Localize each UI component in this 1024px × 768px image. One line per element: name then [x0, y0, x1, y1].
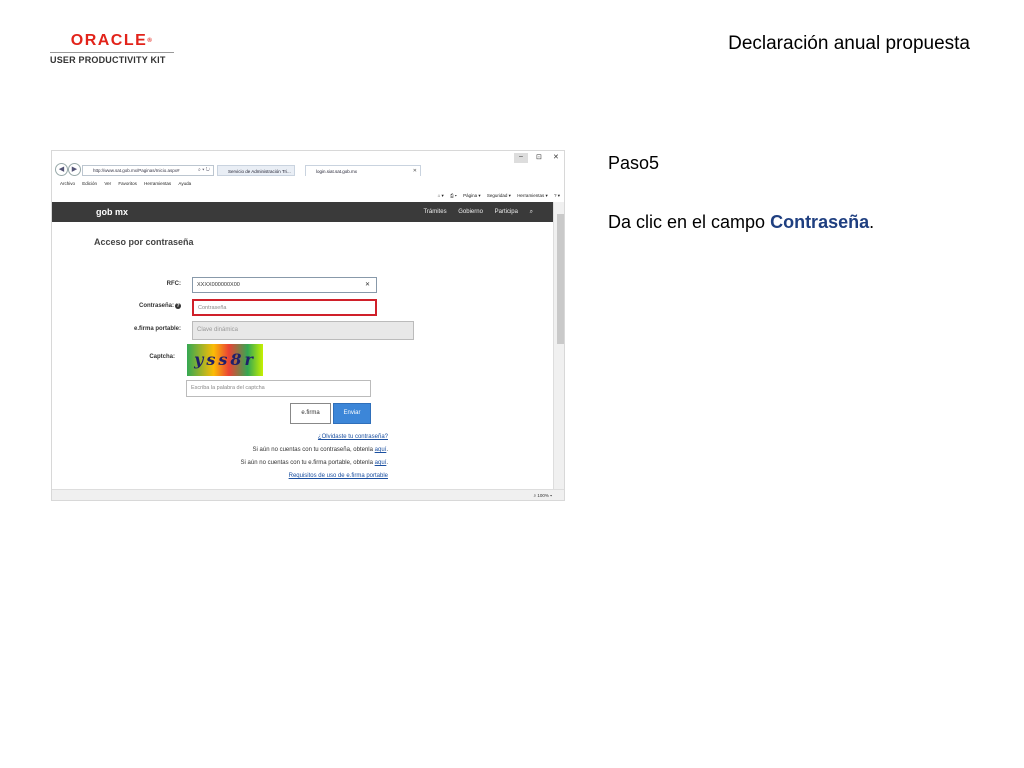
help-menu-icon[interactable]: ? ▾	[553, 193, 560, 198]
no-password-text: Si aún no cuentas con tu contraseña, obtenla	[252, 447, 375, 453]
password-input[interactable]: Contraseña	[192, 299, 377, 316]
web-page	[52, 202, 553, 489]
menu-item-ver[interactable]: Ver	[104, 181, 112, 186]
site-header	[52, 202, 553, 222]
menu-item-favoritos[interactable]: Favoritos	[118, 181, 137, 186]
zoom-value: 100%	[537, 493, 549, 498]
search-icon[interactable]: ⌕	[529, 209, 533, 215]
browser-tab-bar	[52, 151, 565, 179]
get-efirma-link[interactable]: aquí	[374, 460, 387, 466]
command-pagina[interactable]: Página ▾	[463, 193, 481, 198]
password-label	[139, 303, 181, 309]
zoom-level[interactable]: ⌕ 100% ▾	[533, 493, 552, 498]
efirma-label: e.firma portable:	[133, 326, 181, 332]
scroll-thumb[interactable]	[557, 214, 564, 344]
menu-item-herramientas[interactable]: Herramientas	[144, 181, 172, 186]
tab-label: login.siat.sat.gob.mx	[316, 169, 358, 174]
instruction-field-name: Contraseña	[770, 212, 870, 232]
zoom-icon: ⌕	[533, 493, 538, 498]
captcha-input[interactable]: Escriba la palabra del captcha	[186, 380, 371, 397]
instruction-text	[608, 212, 874, 233]
tab-login[interactable]	[305, 165, 421, 176]
command-bar-buttons	[433, 189, 560, 202]
efirma-requirements-link[interactable]: Requisitos de uso de e.firma portable	[288, 473, 388, 479]
document-title: Declaración anual propuesta	[728, 33, 970, 54]
rfc-value: XXXX000000X00	[197, 282, 240, 288]
maximize-icon[interactable]: ⊡	[536, 154, 542, 161]
forward-icon[interactable]: ▶	[68, 163, 81, 176]
command-bar	[52, 189, 565, 202]
menu-bar	[52, 179, 565, 189]
rfc-input[interactable]	[192, 277, 377, 293]
gob-mx-logo[interactable]: gob mx	[96, 207, 129, 217]
get-password-link[interactable]: aquí	[374, 447, 387, 453]
password-label-text: Contraseña:	[138, 303, 174, 309]
help-icon[interactable]: ?	[176, 303, 180, 309]
site-nav	[413, 202, 533, 222]
close-icon[interactable]: ✕	[553, 154, 559, 161]
no-efirma-text: Si aún no cuentas con tu e.firma portable, obtenla	[240, 460, 375, 466]
forgot-password-link[interactable]: ¿Olvidaste tu contraseña?	[317, 434, 388, 440]
search-refresh-icon[interactable]: ⌕ ▾ ↻	[198, 167, 210, 173]
menu-item-ayuda[interactable]: Ayuda	[178, 181, 192, 186]
dynamic-key-input[interactable]: Clave dinámica	[192, 321, 414, 340]
tab-sat[interactable]	[217, 165, 295, 176]
tab-label: Servicio de Administración Tri...	[228, 169, 291, 174]
form-title: Acceso por contraseña	[94, 237, 194, 247]
oracle-logo	[50, 33, 174, 65]
logo-rule	[50, 52, 174, 53]
efirma-button[interactable]: e.firma	[290, 403, 331, 424]
command-seguridad[interactable]: Seguridad ▾	[486, 193, 511, 198]
nav-tramites[interactable]: Trámites	[423, 209, 447, 215]
menu-item-edicion[interactable]: Edición	[82, 181, 98, 186]
nav-gobierno[interactable]: Gobierno	[458, 209, 483, 215]
minimize-icon[interactable]: –	[514, 153, 528, 163]
logo-subtitle: USER PRODUCTIVITY KIT	[50, 55, 166, 65]
rfc-label: RFC:	[166, 281, 181, 287]
clear-input-icon[interactable]: ✕	[364, 282, 370, 288]
print-icon[interactable]: ⎙ ▾	[450, 193, 457, 198]
help-links: ¿Olvidaste tu contraseña? Si aún no cuentas con tu contraseña, obtenla aquí. Si aún no cuentas con tu e.firma portable, obtenla aquí. Requisitos de uso de e.firma portable	[240, 434, 388, 479]
logo-word: ORACLE®	[70, 32, 154, 49]
address-bar[interactable]: http://www.sat.gob.mx/Paginas/Inicio.aspx#	[82, 165, 214, 176]
menu-item-archivo[interactable]: Archivo	[60, 181, 76, 186]
status-bar	[52, 489, 565, 501]
enviar-button[interactable]: Enviar	[333, 403, 371, 424]
step-label: Paso5	[608, 153, 660, 173]
vertical-scrollbar[interactable]	[553, 202, 565, 489]
instruction-suffix: .	[869, 212, 875, 232]
browser-screenshot	[51, 150, 565, 501]
nav-participa[interactable]: Participa	[494, 209, 518, 215]
captcha-label: Captcha:	[149, 354, 175, 360]
captcha-image: yss8r	[187, 344, 263, 376]
home-icon[interactable]: ⌂ ▾	[437, 193, 444, 198]
command-herramientas[interactable]: Herramientas ▾	[517, 193, 548, 198]
close-tab-icon[interactable]: ✕	[412, 168, 417, 174]
back-icon[interactable]: ◀	[55, 163, 68, 176]
instruction-prefix: Da clic en el campo	[608, 212, 771, 232]
